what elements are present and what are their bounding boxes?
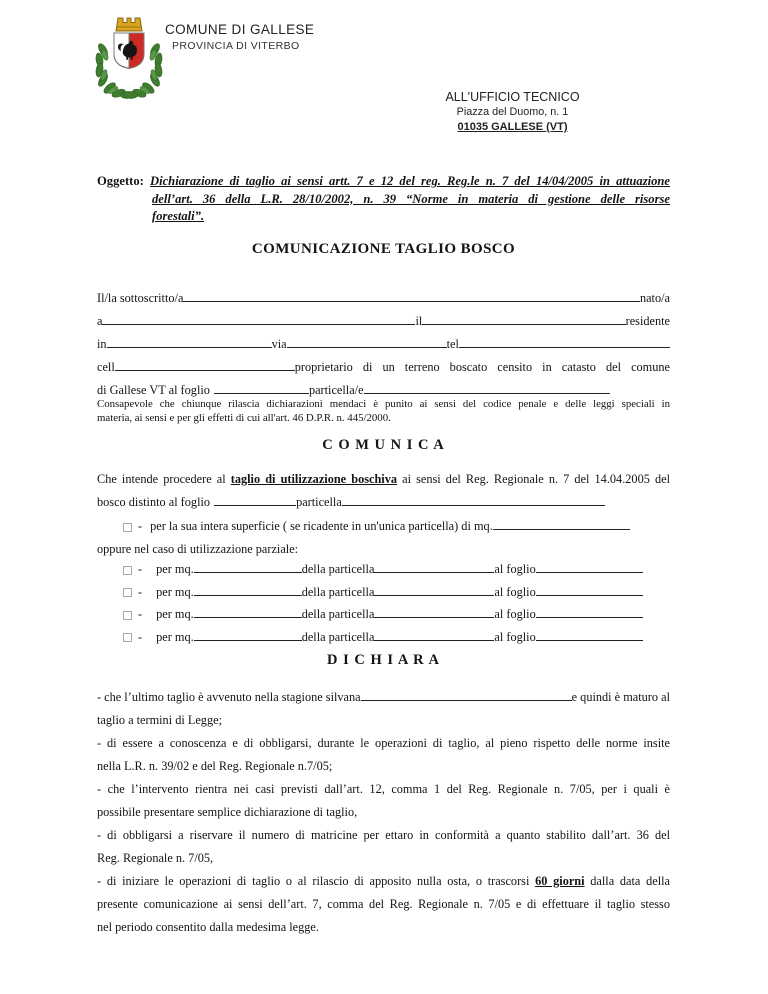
comunica-foglio-line [97,491,605,514]
row-particella-field[interactable] [374,591,494,596]
form-line-cell [97,356,670,379]
label-per-mq: per mq. [156,584,194,599]
phone-field[interactable] [459,343,670,348]
label-il: il [415,314,423,328]
row-foglio-field[interactable] [536,613,643,618]
partial-cut-row [97,603,643,626]
label-in: in [97,337,107,351]
dichiara-heading: D I C H I A R A [327,652,440,668]
partial-cut-rows [97,558,643,648]
recipient-postal-city: 01035 GALLESE (VT) [457,121,568,133]
bosco-foglio-field[interactable] [214,501,296,506]
label-cell: cell [97,360,115,374]
comunica-heading: C O M U N I C A [322,437,445,453]
birthplace-field[interactable] [102,320,415,325]
municipal-coat-of-arms [86,8,172,112]
dichiara-line: nella L.R. n. 39/02 e del Reg. Regionale n.7/05; [97,759,333,773]
municipality-name: COMUNE DI GALLESE [165,22,315,37]
particella-field[interactable] [364,389,610,394]
row-checkbox[interactable] [123,588,132,597]
partial-cut-row [97,581,643,604]
legal-notice-line1: Consapevole che chiunque rilascia dichiarazioni mendaci è punito ai sensi del codice penale e delle leggi speciali in [97,398,670,410]
l9-pre: - di iniziare le operazioni di taglio o al rilascio di apposito nulla osta, o trascorsi [97,874,536,888]
dash: - [138,584,143,599]
name-field[interactable] [183,297,640,302]
form-line-birth [97,310,670,333]
form-line-residence [97,333,670,356]
silvana-post: e quindi è maturo al [571,690,670,704]
label-al-foglio: al foglio [494,584,536,599]
full-surface-label: per la sua intera superficie ( se ricadente in un'unica particella) di mq. [150,519,493,533]
legal-notice-line2: materia, ai sensi e per gli effetti di cui all'art. 46 D.P.R. n. 445/2000. [97,412,391,424]
street-field[interactable] [287,343,447,348]
mq-field[interactable] [194,568,302,573]
dichiara-line: taglio a termini di Legge; [97,713,222,727]
label-della-particella: della particella [301,584,375,599]
row-foglio-field[interactable] [536,636,643,641]
intro-pre: Che intende procedere al [97,472,231,486]
label-per-mq: per mq. [156,629,194,644]
silvana-field[interactable] [361,696,572,701]
label-della-particella: della particella [301,629,375,644]
legal-notice [97,397,670,425]
l9-post: dalla data della [584,874,670,888]
label-residente: residente [625,314,670,328]
row-checkbox[interactable] [123,566,132,575]
dash: - [138,607,143,621]
row-particella-field[interactable] [374,636,494,641]
comunica-intro-line [97,468,670,491]
birthdate-field[interactable] [422,320,625,325]
label-tel: tel [446,337,459,351]
full-surface-checkbox[interactable] [123,523,132,532]
label-al-foglio: al foglio [494,629,536,644]
label-della-particella: della particella [301,607,375,621]
intro-post: ai sensi del Reg. Regionale n. 7 del 14.04.2005 del [397,472,670,486]
subject-block [97,173,670,226]
row-foglio-field[interactable] [536,568,643,573]
row-particella-field[interactable] [374,568,494,573]
label-al-foglio: al foglio [494,562,536,576]
subject-text-line1: Dichiarazione di taglio ai sensi artt. 7 e 12 del reg. Reg.le n. 7 del 14/04/2005 in attuazione [150,174,670,188]
dichiara-line-60giorni [97,870,670,893]
row-foglio-field[interactable] [536,591,643,596]
bosco-particella-field[interactable] [342,501,605,506]
dichiara-line: nel periodo consentito dalla medesima legge. [97,920,319,934]
mq-field[interactable] [194,613,302,618]
owner-statement: proprietario di un terreno boscato censito in catasto del comune [294,360,670,374]
dichiara-line: - che l’intervento rientra nei casi previsti dall’art. 12, comma 1 del Reg. Regionale n. 7/05, per i quali è [97,782,670,796]
province-name: PROVINCIA DI VITERBO [172,40,300,52]
partial-cut-row [97,626,643,649]
dichiara-section [97,686,670,939]
mobile-field[interactable] [115,366,295,371]
recipient-street: Piazza del Duomo, n. 1 [456,106,569,118]
declarant-form [97,287,670,402]
dichiara-line: - di essere a conoscenza e di obbligarsi, durante le operazioni di taglio, al pieno rispetto delle norme insite [97,736,670,750]
full-surface-mq-field[interactable] [493,525,630,530]
silvana-pre: - che l’ultimo taglio è avvenuto nella stagione silvana [97,690,361,704]
dichiara-line: Reg. Regionale n. 7/05, [97,851,214,865]
row-checkbox[interactable] [123,611,132,620]
foglio-field[interactable] [214,389,309,394]
dash: - [138,562,143,576]
form-line-name [97,287,670,310]
full-surface-option [97,515,630,538]
dash: - [138,519,143,533]
mq-field[interactable] [194,591,302,596]
subject-text-line3: forestali”. [152,209,205,223]
dichiara-item-silvana [97,686,670,709]
label-via: via [271,337,287,351]
row-particella-field[interactable] [374,613,494,618]
dichiara-line: possibile presentare semplice dichiarazione di taglio, [97,805,358,819]
partial-intro: oppure nel caso di utilizzazione parziale: [97,542,299,556]
label-per-mq: per mq. [156,607,194,621]
comunica-section [97,468,670,514]
label-al-foglio: al foglio [494,607,536,621]
label-bosco-particella: particella [296,495,342,509]
subject-text-line2: dell’art. 36 della L.R. 28/10/2002, n. 39 “Norme in materia di gestione delle risorse [152,191,670,206]
l9-bold-60-giorni: 60 giorni [535,874,585,888]
document-title: COMUNICAZIONE TAGLIO BOSCO [251,241,516,257]
partial-cut-row [97,558,643,581]
recipient-office: ALL'UFFICIO TECNICO [445,90,580,104]
dash: - [138,629,143,644]
label-per-mq: per mq. [156,562,194,576]
mq-field[interactable] [194,636,302,641]
residence-city-field[interactable] [107,343,272,348]
label-della-particella: della particella [301,562,375,576]
dichiara-line: - di obbligarsi a riservare il numero di matricine per ettaro in conformità a quanto stabilito dall’art. 36 del [97,828,670,842]
label-foglio: di Gallese VT al foglio [97,383,210,397]
label-sottoscritto: Il/la sottoscritto/a [97,291,184,305]
recipient-address-block [425,90,600,135]
label-nato: nato/a [639,291,670,305]
label-bosco-foglio: bosco distinto al foglio [97,495,211,509]
label-particella: particella/e [308,383,364,397]
row-checkbox[interactable] [123,633,132,642]
label-a: a [97,314,103,328]
dichiara-line: presente comunicazione ai sensi dell’art. 7, comma del Reg. Regionale n. 7/05 e di effettuare il taglio stesso [97,897,670,911]
intro-bold: taglio di utilizzazione boschiva [230,472,398,486]
subject-label: Oggetto: [97,174,150,188]
